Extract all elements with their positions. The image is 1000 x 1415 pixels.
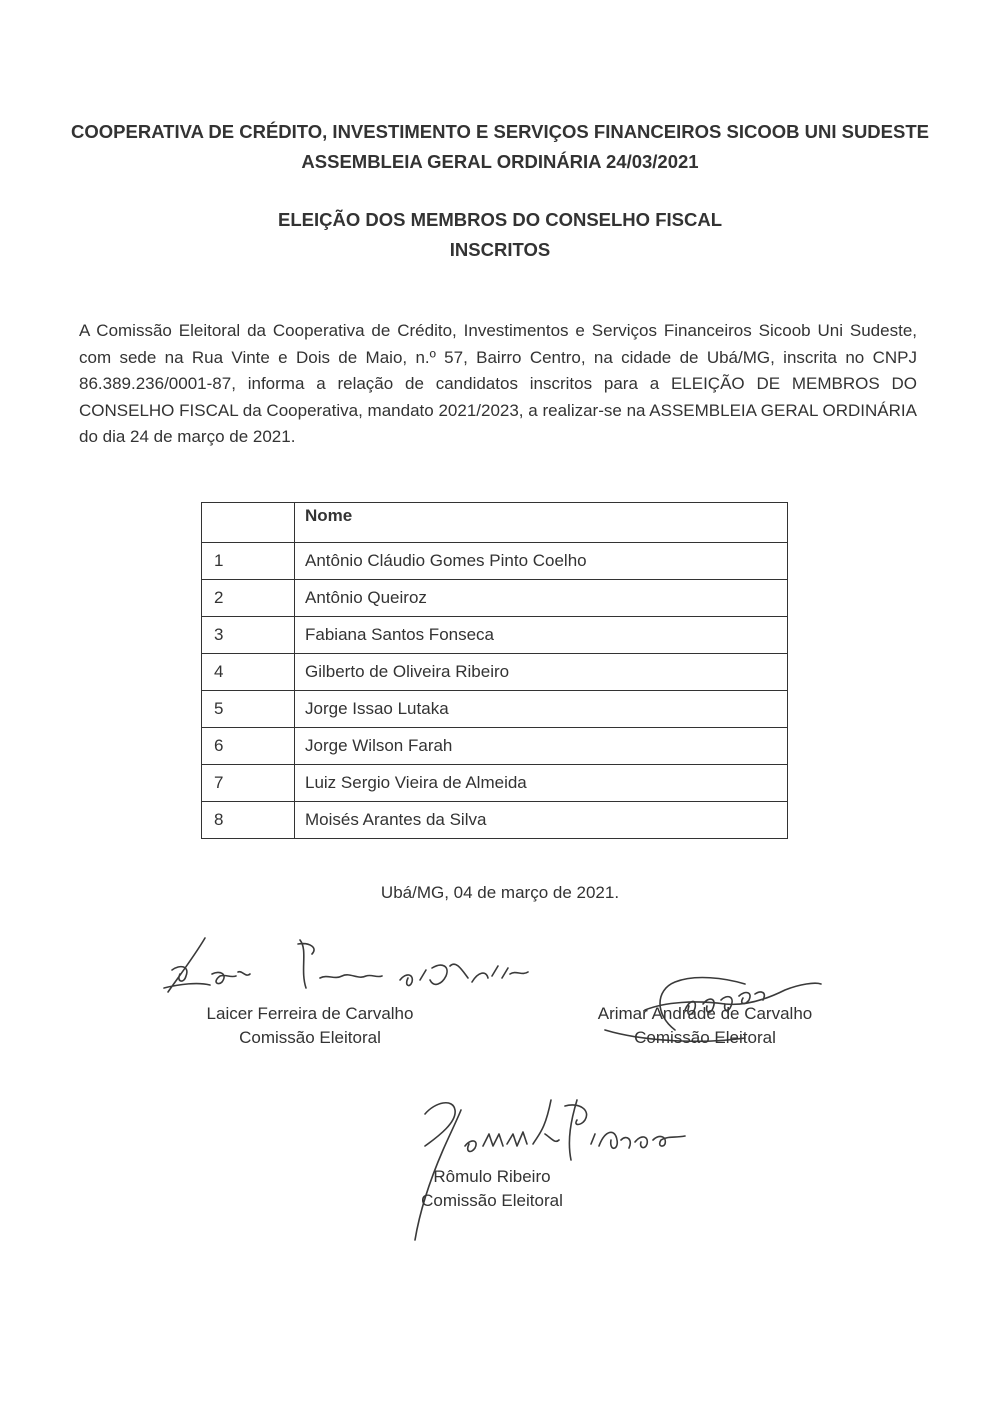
signatory-name: Laicer Ferreira de Carvalho <box>206 1004 414 1023</box>
header-name: Nome <box>295 503 788 543</box>
table-row <box>202 802 788 839</box>
candidates-table <box>201 502 788 839</box>
table-header-row <box>202 503 788 543</box>
dateline: Ubá/MG, 04 de março de 2021. <box>380 883 620 902</box>
table-row <box>202 765 788 802</box>
signatory-role: Comissão Eleitoral <box>239 1028 381 1047</box>
row-number: 6 <box>202 728 295 765</box>
row-name: Moisés Arantes da Silva <box>295 802 788 839</box>
header-number <box>202 503 295 543</box>
signatory-role: Comissão Eleitoral <box>634 1028 776 1047</box>
intro-paragraph: A Comissão Eleitoral da Cooperativa de Crédito, Investimentos e Serviços Financeiros Sicoob Uni Sudeste, com sede na Rua Vinte e Dois de Maio, n.º 57, Bairro Centro, na cidade de Ubá/MG, inscrita no CNPJ 86.389.236/0001-87, informa a relação de candidatos inscritos para a ELEIÇÃO DE MEMBROS DO CONSELHO FISCAL da Cooperativa, mandato 2021/2023, a realizar-se na ASSEMBLEIA GERAL ORDINÁRIA do dia 24 de março de 2021. <box>79 321 917 446</box>
table-row <box>202 543 788 580</box>
row-number: 3 <box>202 617 295 654</box>
row-name: Gilberto de Oliveira Ribeiro <box>295 654 788 691</box>
table-row <box>202 580 788 617</box>
organization-title: COOPERATIVA DE CRÉDITO, INVESTIMENTO E SERVIÇOS FINANCEIROS SICOOB UNI SUDESTE <box>71 121 929 142</box>
signature-block-laicer <box>160 1002 460 1050</box>
signatory-name: Rômulo Ribeiro <box>433 1167 551 1186</box>
signature-block-arimar <box>570 1002 840 1050</box>
subtitle-inscritos: INSCRITOS <box>449 239 551 260</box>
row-name: Jorge Issao Lutaka <box>295 691 788 728</box>
row-name: Fabiana Santos Fonseca <box>295 617 788 654</box>
election-title: ELEIÇÃO DOS MEMBROS DO CONSELHO FISCAL <box>277 209 723 230</box>
row-name: Luiz Sergio Vieira de Almeida <box>295 765 788 802</box>
table-row <box>202 728 788 765</box>
row-name: Jorge Wilson Farah <box>295 728 788 765</box>
row-number: 4 <box>202 654 295 691</box>
row-number: 2 <box>202 580 295 617</box>
row-number: 7 <box>202 765 295 802</box>
row-number: 8 <box>202 802 295 839</box>
meeting-title: ASSEMBLEIA GERAL ORDINÁRIA 24/03/2021 <box>301 151 699 172</box>
table-row <box>202 691 788 728</box>
signatory-name: Arimar Andrade de Carvalho <box>597 1004 813 1023</box>
signature-block-romulo <box>392 1165 592 1213</box>
signature-laicer-scribble <box>150 930 540 1010</box>
table-row <box>202 617 788 654</box>
table-row <box>202 654 788 691</box>
row-number: 1 <box>202 543 295 580</box>
row-name: Antônio Queiroz <box>295 580 788 617</box>
signatory-role: Comissão Eleitoral <box>421 1191 563 1210</box>
row-name: Antônio Cláudio Gomes Pinto Coelho <box>295 543 788 580</box>
row-number: 5 <box>202 691 295 728</box>
